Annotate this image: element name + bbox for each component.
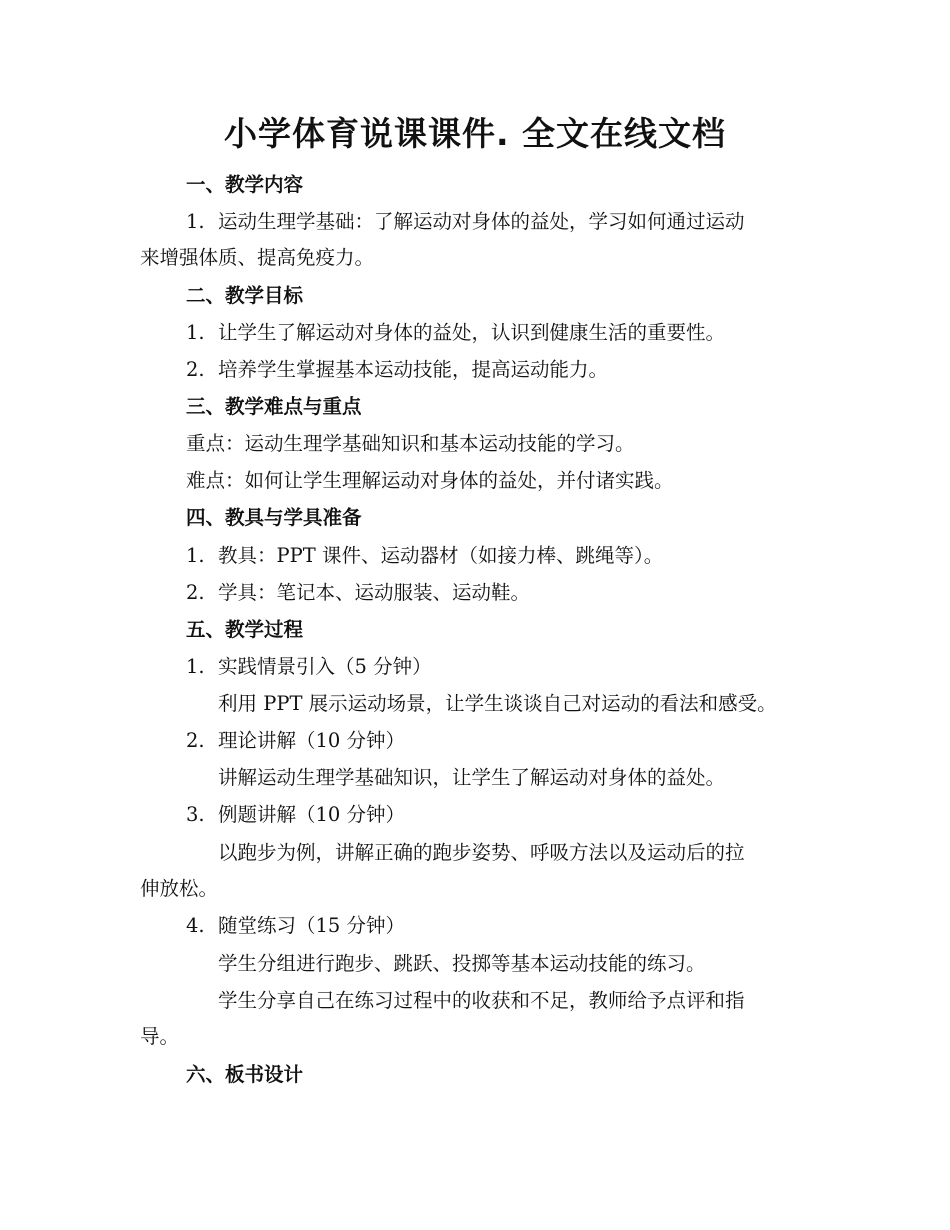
document-title: 小学体育说课课件. 全文在线文档 [223,114,727,153]
item-number: 1. [186,321,205,344]
objective-item-1 [186,318,725,348]
process-step-2-desc: 讲解运动生理学基础知识，让学生了解运动对身体的益处。 [218,766,726,789]
item-number: 3. [186,803,205,826]
item-number: 2. [186,581,205,604]
process-step-3-title [186,800,405,830]
section-heading-content: 一、教学内容 [186,173,304,196]
item-number: 4. [186,914,205,937]
item-text: 随堂练习（15 分钟） [218,914,406,937]
objective-item-2 [186,355,608,385]
process-step-4-desc-1: 学生分组进行跑步、跳跃、投掷等基本运动技能的练习。 [218,952,706,975]
item-text: 让学生了解运动对身体的益处，认识到健康生活的重要性。 [218,321,726,344]
process-step-4-title [186,911,405,941]
item-text: 理论讲解（10 分钟） [218,729,406,752]
item-number: 2. [186,358,205,381]
item-text: 培养学生掌握基本运动技能，提高运动能力。 [218,358,609,381]
item-number: 2. [186,729,205,752]
section-heading-key-points: 三、教学难点与重点 [186,395,362,418]
section-heading-tools: 四、教具与学具准备 [186,506,362,529]
process-step-4-desc-2-continuation: 导。 [140,1025,180,1048]
process-step-1-desc: 利用 PPT 展示运动场景，让学生谈谈自己对运动的看法和感受。 [218,692,777,715]
item-text: 实践情景引入（5 分钟） [218,655,432,678]
item-number: 1. [186,210,205,233]
process-step-3-desc: 以跑步为例，讲解正确的跑步姿势、呼吸方法以及运动后的拉 [218,841,745,864]
item-text: 教具：PPT 课件、运动器材（如接力棒、跳绳等）。 [218,544,664,567]
item-number: 1. [186,655,205,678]
item-text: 运动生理学基础：了解运动对身体的益处，学习如何通过运动 [218,210,745,233]
item-text: 学具：笔记本、运动服装、运动鞋。 [218,581,531,604]
content-item-1 [186,207,745,237]
content-item-1-continuation: 来增强体质、提高免疫力。 [140,246,375,269]
process-step-1-title [186,652,432,682]
section-heading-process: 五、教学过程 [186,618,304,641]
item-number: 1. [186,544,205,567]
process-step-2-title [186,726,405,756]
section-heading-board-design: 六、板书设计 [186,1063,304,1086]
process-step-4-desc-2: 学生分享自己在练习过程中的收获和不足，教师给予点评和指 [218,989,745,1012]
process-step-3-desc-continuation: 伸放松。 [140,877,219,900]
item-text: 例题讲解（10 分钟） [218,803,406,826]
section-heading-objectives: 二、教学目标 [186,284,304,307]
key-point-text: 重点：运动生理学基础知识和基本运动技能的学习。 [186,432,635,455]
tools-item-1 [186,541,663,571]
tools-item-2 [186,578,530,608]
difficulty-text: 难点：如何让学生理解运动对身体的益处，并付诸实践。 [186,469,674,492]
